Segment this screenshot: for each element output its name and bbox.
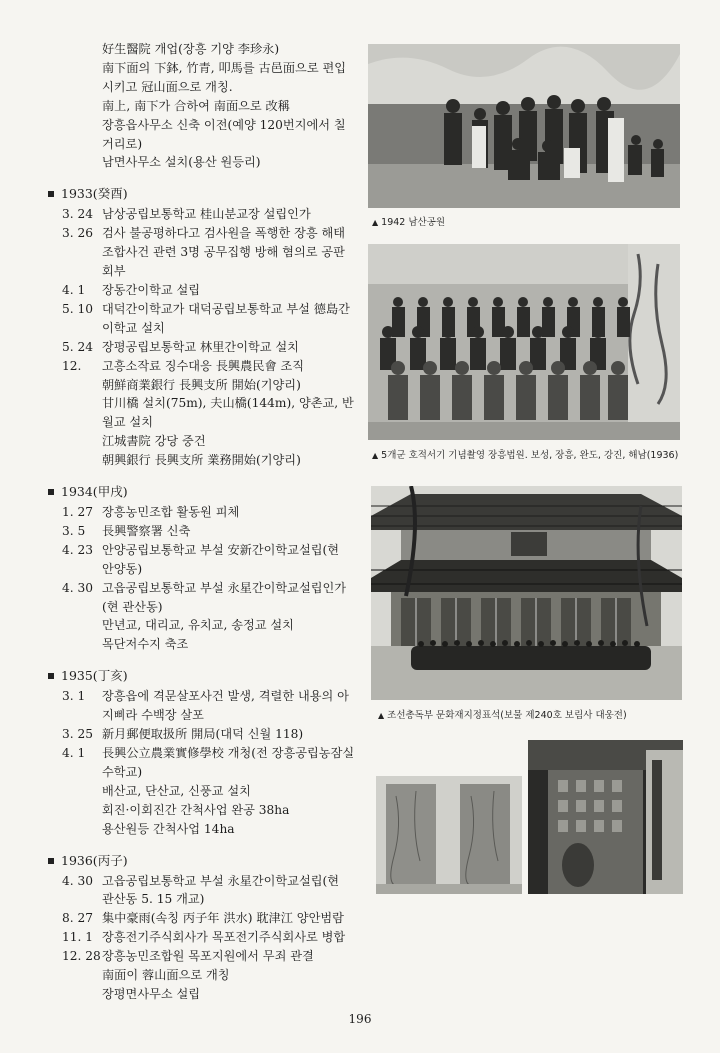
event-text [102,357,364,470]
event-text-line: (현 관산동) [102,599,163,614]
photo-namsan-park-1942 [368,44,680,208]
event-text-line: 검사 불공평하다고 검사원을 폭행한 장흥 해태 [102,226,346,241]
triangle-icon: ▲ [378,711,385,720]
event-text-line: 남상공립보통학교 桂山분교장 설립인가 [102,207,311,222]
event-text [102,503,364,522]
event-text-line: 集中豪雨(속칭 丙子年 洪水) 耽津江 양안범람 [102,911,344,926]
square-bullet-icon [48,191,54,197]
event-text [102,909,364,928]
event-text-line: 지삐라 수백장 살포 [102,708,204,723]
event-date: 3. 24 [62,207,94,222]
event-entry [44,744,364,839]
event-text-line: 장평공립보통학교 林里간이학교 설치 [102,339,299,354]
event-text-line: 목단저수지 축조 [102,637,189,652]
event-text [102,338,364,357]
caption-photo-2: ▲ 5개군 호적서기 기념촬영 장흥법원. 보성, 장흥, 완도, 강진, 해남(1936) [372,450,679,461]
event-date: 4. 1 [62,282,86,297]
triangle-icon: ▲ [372,218,379,227]
event-text [102,522,364,541]
event-entry [44,522,364,541]
event-entry [44,205,364,224]
event-text [102,928,364,947]
event-entry [44,872,364,910]
event-text-line: 장흥전기주식회사가 목포전기주식회사로 병합 [102,930,346,945]
event-text-line: 회진·이회진간 간척사업 완공 38ha [102,802,290,817]
event-text [102,281,364,300]
event-date: 1. 27 [62,505,94,520]
event-text-line: 안양동) [102,561,143,576]
event-date: 12. 28 [62,949,101,964]
event-text-line: 대덕간이학교가 대덕공립보통학교 부설 德島간 [102,301,350,316]
event-entry [44,687,364,725]
event-text-line: 朝興銀行 長興支所 業務開始(기양리) [102,453,301,468]
year-heading [44,482,364,502]
event-text-line: 장평면사무소 설립 [102,986,201,1001]
event-entry [44,541,364,579]
event-date: 11. 1 [62,930,94,945]
intro-line: 시키고 冠山面으로 개칭. [102,79,233,94]
event-entry [44,579,364,655]
event-date: 3. 1 [62,689,86,704]
event-entry [44,338,364,357]
caption-photo-3: ▲ 조선총독부 문화재지정표석(보물 제240호 보림사 대웅전) [378,710,627,721]
event-text [102,725,364,744]
event-text-line: 고흥소작료 징수대응 長興農民會 조직 [102,358,305,373]
photo-borimsa-temple [371,486,682,700]
photo-stone-monuments [376,776,522,894]
event-text [102,744,364,839]
event-date: 3. 25 [62,727,94,742]
square-bullet-icon [48,858,54,864]
caption-photo-1: ▲ 1942 남산공원 [372,217,446,228]
event-entry [44,224,364,281]
event-text-line: 甘川橋 설치(75m), 夫山橋(144m), 양촌교, 반 [102,396,354,411]
event-entry [44,503,364,522]
event-entry [44,947,364,1004]
event-text-line: 수학교) [102,764,143,779]
event-text-line: 장흥읍에 격문살포사건 발생, 격렬한 내용의 아 [102,689,349,704]
photo-temple-interior [528,740,683,894]
event-text-line: 배산교, 단산교, 신풍교 설치 [102,783,251,798]
square-bullet-icon [48,489,54,495]
year-label: 1936(丙子) [61,852,128,868]
event-date: 4. 23 [62,542,94,557]
event-text-line: 新月郵便取扱所 開局(대덕 신월 118) [102,727,304,742]
intro-entries [44,40,364,172]
event-text-line: 안양공립보통학교 부설 安新간이학교설립(현 [102,542,340,557]
intro-line: 南上, 南下가 合하여 南面으로 改稱 [102,98,290,113]
event-date: 3. 26 [62,226,94,241]
event-date: 4. 30 [62,580,94,595]
triangle-icon: ▲ [372,451,379,460]
event-entry [44,281,364,300]
year-heading [44,184,364,204]
year-label: 1933(癸酉) [61,186,128,202]
event-text [102,947,364,1004]
event-text-line: 南面이 蓉山面으로 개칭 [102,968,230,983]
event-text-line: 장동간이학교 설립 [102,282,201,297]
event-text [102,224,364,281]
year-label: 1935(丁亥) [61,668,128,684]
event-text-line: 장흥농민조합원 목포지원에서 무죄 관결 [102,949,314,964]
event-text [102,300,364,338]
event-text-line: 朝鮮商業銀行 長興支所 開始(기양리) [102,377,301,392]
event-text-line: 이학교 설치 [102,320,165,335]
year-heading [44,851,364,871]
event-entry [44,909,364,928]
event-text [102,541,364,579]
event-text-line: 만년교, 대리교, 유치교, 송정교 설치 [102,618,294,633]
event-entry [44,725,364,744]
event-text-line: 長興警察署 신축 [102,523,191,538]
event-text-line: 고읍공립보통학교 부설 永星간이학교설립인가 [102,580,347,595]
event-text [102,579,364,655]
event-date: 12. [62,358,82,373]
intro-line: 장흥읍사무소 신축 이전(예양 120번지에서 칠 [102,117,346,132]
event-text-line: 江城書院 강당 중건 [102,434,206,449]
event-entry [44,357,364,470]
event-text-line: 장흥농민조합 활동원 피체 [102,505,240,520]
page-number: 196 [348,1012,372,1026]
chronology-column [44,40,364,1004]
event-text-line: 회부 [102,264,126,279]
event-text [102,687,364,725]
square-bullet-icon [48,673,54,679]
event-entry [44,300,364,338]
event-date: 4. 1 [62,746,86,760]
event-text-line: 고읍공립보통학교 부설 永星간이학교설립(현 [102,873,340,888]
event-date: 5. 24 [62,339,94,354]
event-text-line: 월교 설치 [102,415,153,430]
event-date: 3. 5 [62,523,86,538]
event-text-line: 조합사건 관련 3명 공무집행 방해 혐의로 공판 [102,245,345,260]
event-date: 4. 30 [62,873,94,888]
event-text-line: 관산동 5. 15 개교) [102,892,205,907]
intro-line: 南下面의 下鉢, 竹青, 叩馬를 古邑面으로 편입 [102,60,347,75]
event-text [102,205,364,224]
intro-line: 好生醫院 개업(장흥 기양 李珍永) [102,42,280,56]
year-sections [44,184,364,1004]
photo-court-group-1936 [368,244,680,440]
year-label: 1934(甲戌) [61,484,128,500]
intro-line: 남면사무소 설치(용산 원등리) [102,155,261,170]
event-text-line: 용산원등 간척사업 14ha [102,821,235,836]
event-entry [44,928,364,947]
event-text-line: 長興公立農業實修學校 개청(전 장흥공립농잠실 [102,746,355,760]
event-text [102,872,364,910]
event-date: 5. 10 [62,301,94,316]
intro-line: 거리로) [102,136,143,151]
event-date: 8. 27 [62,911,94,926]
year-heading [44,666,364,686]
